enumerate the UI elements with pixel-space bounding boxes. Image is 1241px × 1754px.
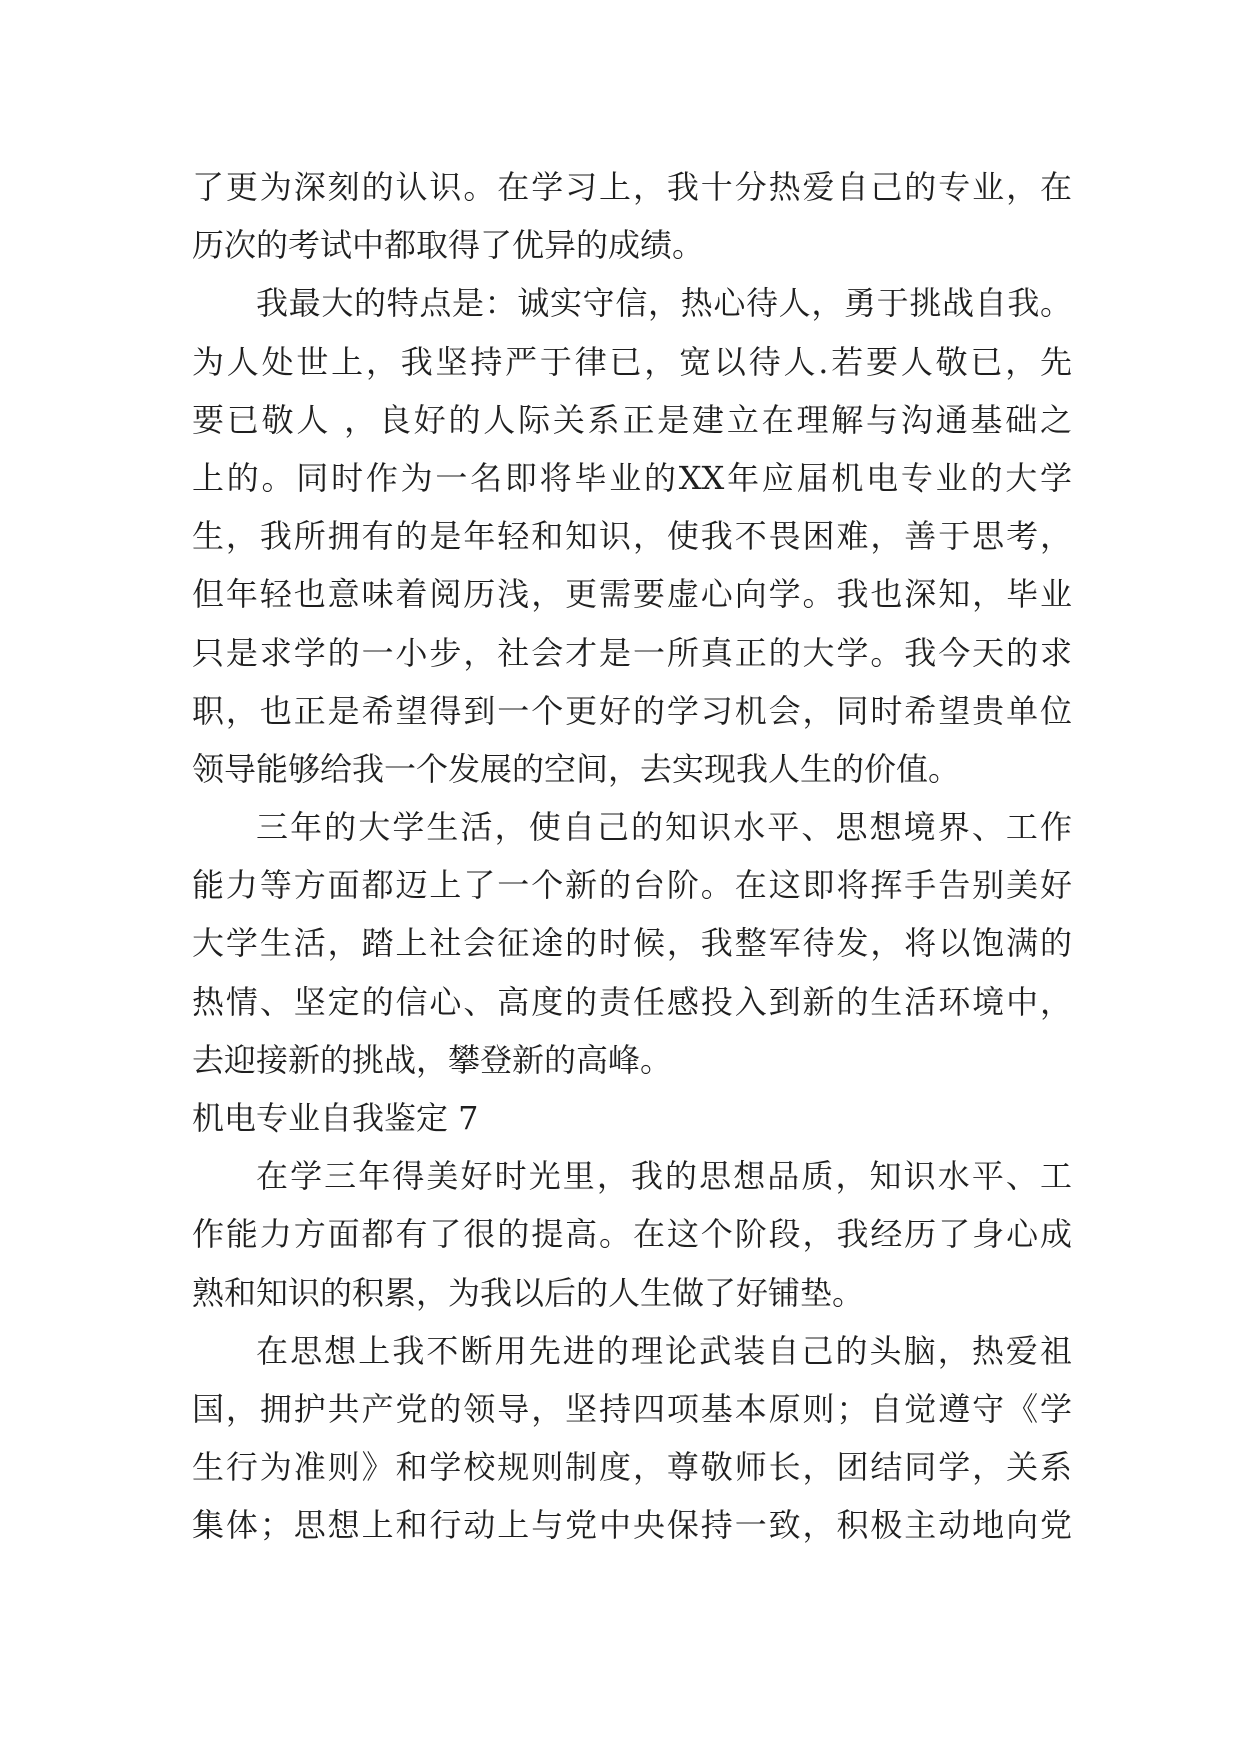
text-line: 国，拥护共产党的领导，坚持四项基本原则；自觉遵守《学 <box>192 1389 1072 1428</box>
text-line: 集体；思想上和行动上与党中央保持一致，积极主动地向党 <box>192 1506 1072 1545</box>
paragraph <box>192 1322 1072 1555</box>
text-line: 能力等方面都迈上了一个新的台阶。在这即将挥手告别美好 <box>192 866 1072 905</box>
text-line: 领导能够给我一个发展的空间，去实现我人生的价值。 <box>192 749 961 788</box>
text-line: 作能力方面都有了很的提高。在这个阶段，我经历了身心成 <box>192 1215 1072 1254</box>
text-line: 上的。同时作为一名即将毕业的XX年应届机电专业的大学 <box>192 458 1072 497</box>
section-heading: 机电专业自我鉴定 7 <box>192 1099 479 1137</box>
text-line: 我最大的特点是：诚实守信，热心待人，勇于挑战自我。 <box>256 284 1072 323</box>
paragraph <box>192 158 1072 274</box>
text-line: 熟和知识的积累，为我以后的人生做了好铺垫。 <box>192 1273 865 1312</box>
text-line: 在学三年得美好时光里，我的思想品质，知识水平、工 <box>256 1157 1072 1196</box>
text-line: 为人处世上，我坚持严于律已，宽以待人.若要人敬已，先 <box>192 342 1072 381</box>
text-line: 职，也正是希望得到一个更好的学习机会，同时希望贵单位 <box>192 691 1072 730</box>
text-line: 生行为准则》和学校规则制度，尊敬师长，团结同学，关系 <box>192 1448 1072 1487</box>
paragraph <box>192 1147 1072 1322</box>
paragraph <box>192 274 1072 798</box>
text-line: 历次的考试中都取得了优异的成绩。 <box>192 226 705 265</box>
text-line: 热情、坚定的信心、高度的责任感投入到新的生活环境中， <box>192 982 1072 1021</box>
text-line: 在思想上我不断用先进的理论武装自己的头脑，热爱祖 <box>256 1331 1072 1370</box>
text-line: 了更为深刻的认识。在学习上，我十分热爱自己的专业，在 <box>192 168 1072 206</box>
text-line: 去迎接新的挑战，攀登新的高峰。 <box>192 1040 673 1079</box>
paragraph <box>192 798 1072 1089</box>
document-body <box>192 158 1072 1555</box>
text-line: 三年的大学生活，使自己的知识水平、思想境界、工作 <box>256 808 1072 847</box>
text-line: 生，我所拥有的是年轻和知识，使我不畏困难，善于思考， <box>192 517 1072 556</box>
text-line: 大学生活，踏上社会征途的时候，我整军待发，将以饱满的 <box>192 924 1072 963</box>
text-line: 要已敬人 ，良好的人际关系正是建立在理解与沟通基础之 <box>192 400 1072 439</box>
text-line: 但年轻也意味着阅历浅，更需要虚心向学。我也深知，毕业 <box>192 575 1072 614</box>
text-line: 只是求学的一小步，社会才是一所真正的大学。我今天的求 <box>192 633 1072 672</box>
